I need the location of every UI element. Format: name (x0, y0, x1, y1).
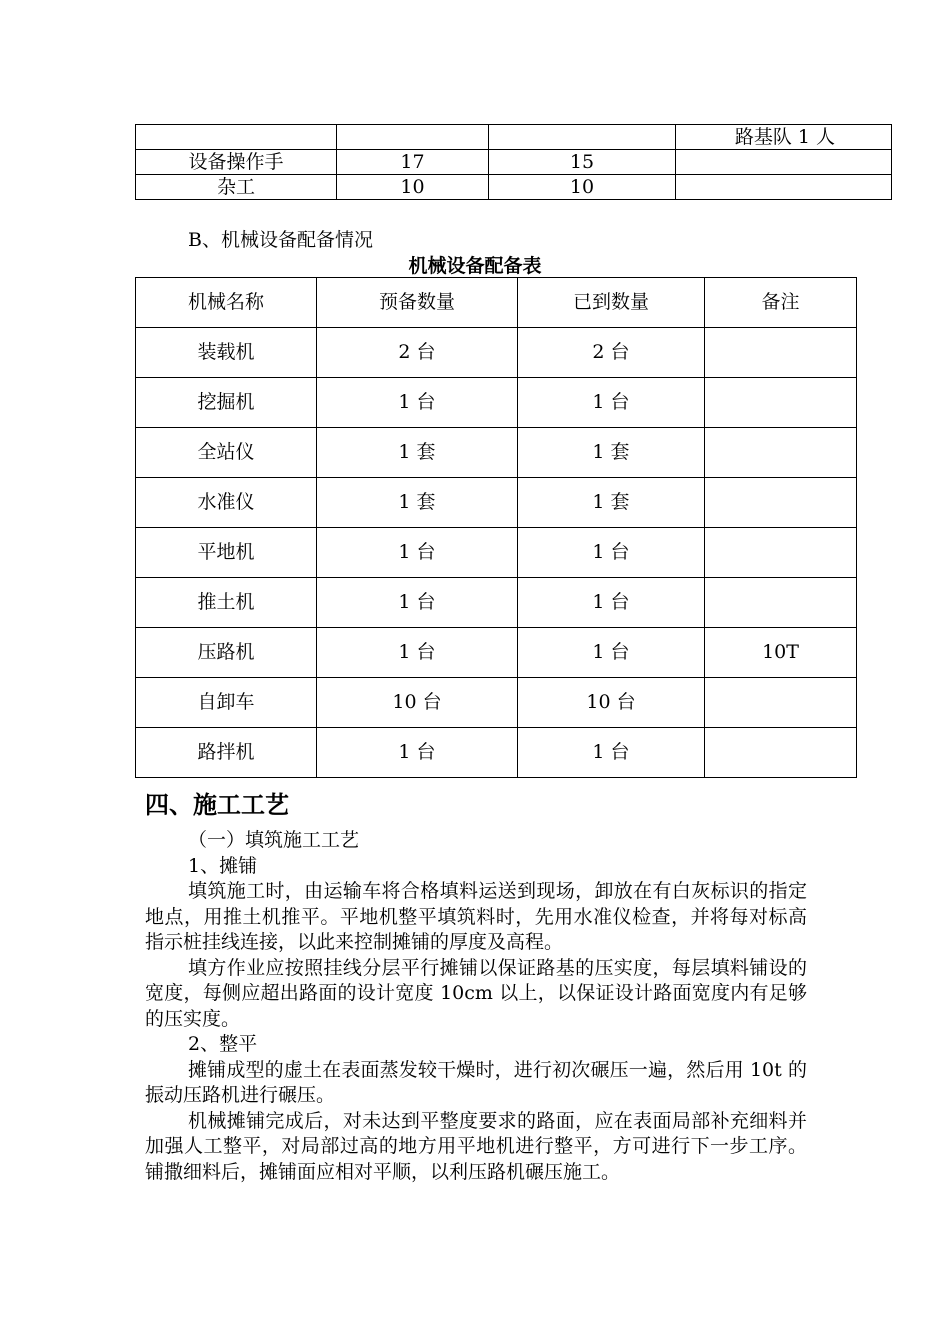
table-cell (676, 150, 892, 175)
table-cell: 1 套 (518, 428, 705, 478)
column-header: 备注 (705, 278, 857, 328)
table-cell: 1 台 (317, 628, 518, 678)
table-cell: 2 台 (518, 328, 705, 378)
paragraph: 填方作业应按照挂线分层平行摊铺以保证路基的压实度，每层填料铺设的宽度，每侧应超出路面的设计宽度 10cm 以上，以保证设计路面宽度内有足够的压实度。 (145, 956, 807, 1030)
section-body (145, 828, 807, 1185)
table-cell (705, 578, 857, 628)
table-cell: 路基队 1 人 (676, 125, 892, 150)
table-cell: 1 台 (317, 378, 518, 428)
item-title: 2、整平 (188, 1033, 258, 1055)
table-cell (676, 175, 892, 200)
table-cell (705, 678, 857, 728)
table-cell: 2 台 (317, 328, 518, 378)
table-cell: 10T (705, 628, 857, 678)
table-cell: 1 台 (317, 728, 518, 778)
table-cell: 杂工 (136, 175, 337, 200)
table-cell: 推土机 (136, 578, 317, 628)
table-cell: 全站仪 (136, 428, 317, 478)
table-cell: 1 台 (518, 378, 705, 428)
table-cell: 1 台 (518, 728, 705, 778)
table-cell (705, 428, 857, 478)
table-row (136, 478, 857, 528)
personnel-table-continuation (135, 124, 892, 200)
table-row (136, 528, 857, 578)
table-cell: 1 台 (518, 628, 705, 678)
table-cell: 压路机 (136, 628, 317, 678)
table-cell: 10 台 (518, 678, 705, 728)
table-cell: 挖掘机 (136, 378, 317, 428)
table-cell: 路拌机 (136, 728, 317, 778)
table-row (136, 328, 857, 378)
table-cell: 10 (337, 175, 489, 200)
table-cell: 15 (489, 150, 676, 175)
table-cell: 1 套 (317, 428, 518, 478)
table-cell: 10 (489, 175, 676, 200)
table-cell (705, 528, 857, 578)
table-cell (705, 378, 857, 428)
table-cell: 水准仪 (136, 478, 317, 528)
table-cell (705, 478, 857, 528)
table-cell: 1 台 (317, 578, 518, 628)
table-row (136, 428, 857, 478)
column-header: 机械名称 (136, 278, 317, 328)
equipment-table-title: 机械设备配备表 (408, 255, 542, 277)
table-cell: 17 (337, 150, 489, 175)
table-cell (337, 125, 489, 150)
table-cell (136, 125, 337, 150)
column-header: 预备数量 (317, 278, 518, 328)
table-cell: 1 台 (518, 578, 705, 628)
equipment-caption: B、机械设备配备情况 (188, 229, 373, 251)
table-cell: 平地机 (136, 528, 317, 578)
column-header: 已到数量 (518, 278, 705, 328)
table-cell: 1 台 (518, 528, 705, 578)
paragraph: 填筑施工时，由运输车将合格填料运送到现场，卸放在有白灰标识的指定地点，用推土机推平。平地机整平填筑料时，先用水准仪检查，并将每对标高指示桩挂线连接，以此来控制摊铺的厚度及高程。 (145, 880, 807, 953)
table-cell: 10 台 (317, 678, 518, 728)
table-row (136, 678, 857, 728)
table-cell (705, 328, 857, 378)
table-cell (705, 728, 857, 778)
table-row (136, 150, 892, 175)
table-row (136, 175, 892, 200)
table-cell: 设备操作手 (136, 150, 337, 175)
table-cell: 1 台 (317, 528, 518, 578)
table-row (136, 125, 892, 150)
table-row (136, 628, 857, 678)
table-cell (489, 125, 676, 150)
table-cell: 1 套 (518, 478, 705, 528)
table-cell: 装载机 (136, 328, 317, 378)
table-cell: 自卸车 (136, 678, 317, 728)
section-heading: 四、施工工艺 (145, 791, 289, 819)
table-cell: 1 套 (317, 478, 518, 528)
table-row (136, 578, 857, 628)
table-row (136, 728, 857, 778)
paragraph: 摊铺成型的虚土在表面蒸发较干燥时，进行初次碾压一遍，然后用 10t 的振动压路机进行碾压。 (145, 1058, 807, 1106)
equipment-table (135, 277, 857, 778)
item-title: 1、摊铺 (188, 854, 258, 877)
paragraph: 机械摊铺完成后，对未达到平整度要求的路面，应在表面局部补充细料并加强人工整平，对局部过高的地方用平地机进行整平，方可进行下一步工序。铺撒细料后，摊铺面应相对平顺，以利压路机碾压施工。 (145, 1109, 807, 1183)
subsection-title: （一）填筑施工工艺 (188, 829, 360, 851)
table-row (136, 378, 857, 428)
table-header-row (136, 278, 857, 328)
